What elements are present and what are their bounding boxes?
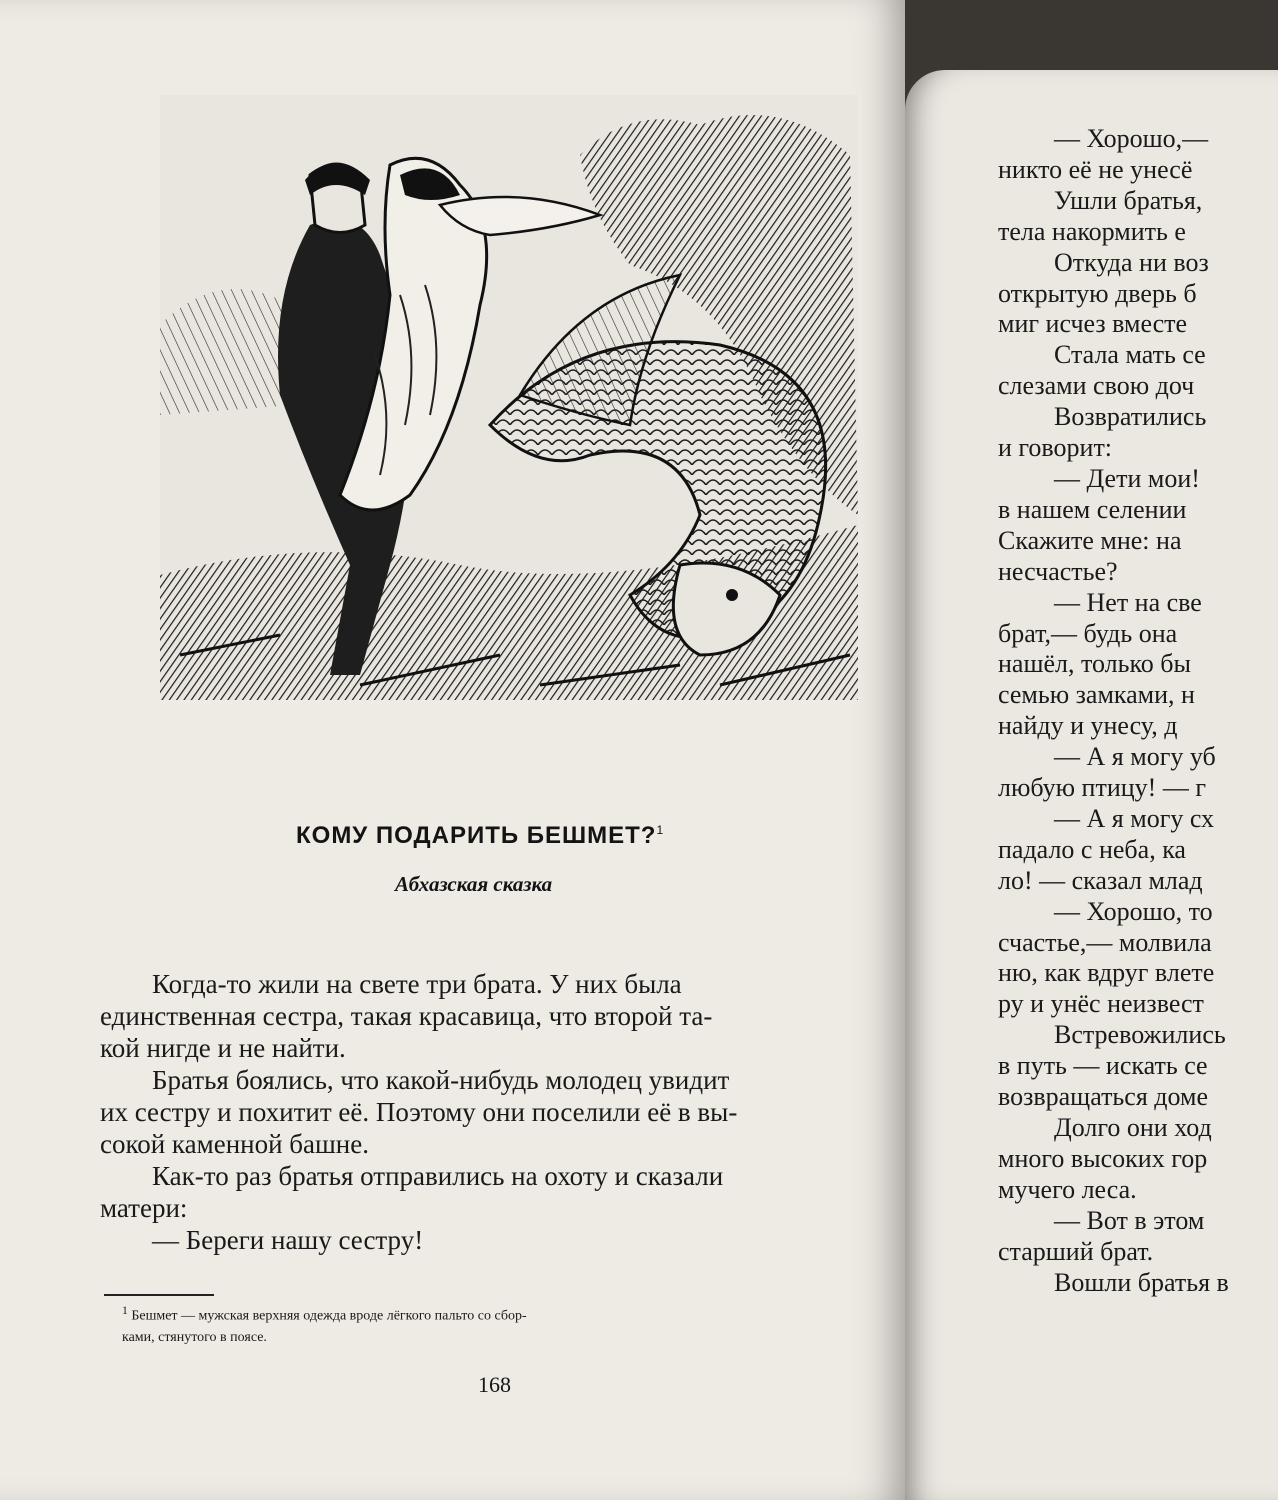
text-line: Скажите мне: на [998, 525, 1182, 555]
text-line: в путь — искать се [998, 1051, 1208, 1081]
text-line: тела накормить е [998, 216, 1186, 246]
illustration-drawing [160, 95, 858, 700]
text-line: семью замками, н [998, 680, 1195, 710]
text-line: Братья боялись, что какой-нибудь молодец увидит [152, 1065, 730, 1095]
text-line: слезами свою доч [998, 371, 1195, 401]
text-line: Вошли братья в [1054, 1267, 1229, 1297]
text-line: ло! — сказал млад [998, 865, 1203, 895]
right-page-text [998, 124, 1278, 1298]
text-line: в нашем селении [998, 494, 1187, 524]
footnote [122, 1300, 872, 1348]
text-line: матери: [100, 1193, 188, 1223]
tale-title: КОМУ ПОДАРИТЬ БЕШМЕТ?$^1$ [296, 822, 665, 849]
text-line: единственная сестра, такая красавица, что второй та- [100, 1001, 713, 1031]
text-line: Стала мать се [1054, 340, 1206, 370]
text-line: падало с неба, ка [998, 834, 1186, 864]
text-line: счастье,— молвила [998, 927, 1212, 957]
text-line: любую птицу! — г [998, 773, 1206, 803]
text-line: Встревожились [1054, 1020, 1226, 1050]
text-line: — А я могу сх [1054, 803, 1215, 833]
text-line: — Дети мои! [1054, 463, 1200, 493]
story-body [100, 968, 865, 1256]
text-line: мучего леса. [998, 1174, 1137, 1204]
text-line: ню, как вдруг влете [998, 958, 1215, 988]
text-line: — Береги нашу сестру! [152, 1225, 424, 1255]
paragraph [100, 1160, 865, 1224]
footnote-line: $^1$ Бешмет — мужская верхняя одежда вроде лёгкого пальто со сбор- [122, 1304, 527, 1324]
tale-illustration [160, 95, 858, 700]
footnote-number: 1 [122, 1304, 128, 1317]
text-line: сокой каменной башне. [100, 1129, 369, 1159]
text-line: — А я могу уб [1054, 742, 1216, 772]
paragraph [100, 968, 865, 1064]
text-line: миг исчез вместе [998, 309, 1188, 339]
text-line: старший брат. [998, 1236, 1154, 1266]
text-line: нашёл, только бы [998, 649, 1192, 679]
text-line: и говорит: [998, 433, 1113, 463]
text-line: Откуда ни воз [1054, 247, 1209, 277]
text-line: — Нет на све [1054, 587, 1202, 617]
tale-subtitle: Абхазская сказка [395, 872, 553, 896]
text-line: брат,— будь она [998, 618, 1178, 648]
text-line: Возвратились [1054, 402, 1207, 432]
paragraph [100, 1064, 865, 1160]
text-line: никто её не унесё [998, 154, 1193, 184]
text-line: найду и унесу, д [998, 711, 1178, 741]
footnote-rule [104, 1294, 214, 1296]
text-line: ру и унёс неизвест [998, 989, 1204, 1019]
text-line: — Хорошо, то [1054, 896, 1213, 926]
text-line: Ушли братья, [1054, 185, 1203, 215]
footnote-marker: 1 [656, 823, 665, 837]
footnote-line: ками, стянутого в поясе. [122, 1329, 267, 1345]
text-line: несчастье? [998, 556, 1118, 586]
text-line: Как-то раз братья отправились на охоту и сказали [152, 1161, 724, 1191]
text-line: их сестру и похитит её. Поэтому они поселили её в вы- [100, 1097, 738, 1127]
text-line: открытую дверь б [998, 278, 1197, 308]
text-line: кой нигде и не найти. [100, 1033, 346, 1063]
text-line: — Вот в этом [1054, 1205, 1205, 1235]
text-line: — Хорошо,— [1054, 124, 1209, 153]
text-line: Когда-то жили на свете три брата. У них была [152, 969, 682, 999]
paragraph [100, 1224, 865, 1256]
text-line: много высоких гор [998, 1143, 1208, 1173]
text-line: возвращаться доме [998, 1082, 1209, 1112]
page-number: 168 [478, 1372, 511, 1397]
text-line: Долго они ход [1054, 1113, 1212, 1142]
